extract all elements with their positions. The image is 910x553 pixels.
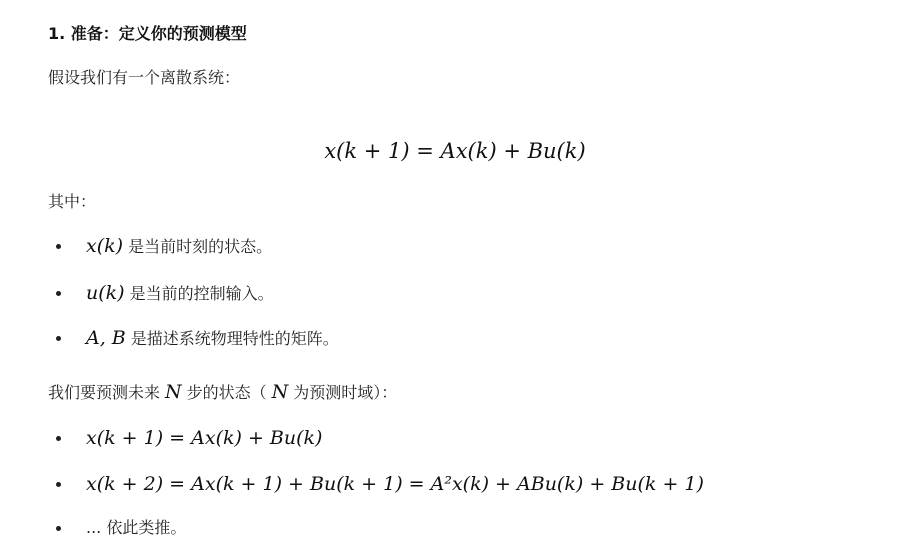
inline-math: x(k) <box>86 234 124 257</box>
list-item <box>56 324 339 352</box>
list-item-text: 是当前的控制输入。 <box>129 283 274 303</box>
bullet-dot-icon <box>56 482 61 487</box>
bullet-dot-icon <box>56 244 61 249</box>
intro-paragraph: 假设我们有一个离散系统： <box>48 68 241 87</box>
inline-math: x(k + 1) = Ax(k) + Bu(k) <box>86 427 323 449</box>
predict-text-2: 步的状态（ <box>186 383 267 402</box>
inline-math: A, B <box>86 326 126 349</box>
list-item <box>56 279 274 307</box>
section-heading: 1. 准备：定义你的预测模型 <box>48 24 247 43</box>
bullet-dot-icon <box>56 436 61 441</box>
inline-math: x(k + 2) = Ax(k + 1) + Bu(k + 1) = A²x(k) + ABu(k) + Bu(k + 1) <box>86 473 704 495</box>
bullet-dot-icon <box>56 291 61 296</box>
display-equation: x(k + 1) = Ax(k) + Bu(k) <box>324 139 586 163</box>
bullet-dot-icon <box>56 336 61 341</box>
list-item-text: 是描述系统物理特性的矩阵。 <box>130 328 339 348</box>
list-item <box>56 232 272 260</box>
predict-paragraph <box>48 380 397 405</box>
list-item-text: ... 依此类推。 <box>86 518 187 537</box>
inline-math: u(k) <box>86 281 125 304</box>
predict-text-3: 为预测时域）： <box>293 383 398 402</box>
list-item <box>56 514 186 542</box>
bullet-dot-icon <box>56 526 61 531</box>
where-label: 其中： <box>48 192 97 211</box>
inline-math: N <box>271 381 289 403</box>
inline-math: N <box>165 381 182 403</box>
list-item <box>56 424 322 452</box>
predict-text-1: 我们要预测未来 <box>48 383 161 402</box>
list-item-text: 是当前时刻的状态。 <box>128 236 273 256</box>
list-item <box>56 470 704 498</box>
